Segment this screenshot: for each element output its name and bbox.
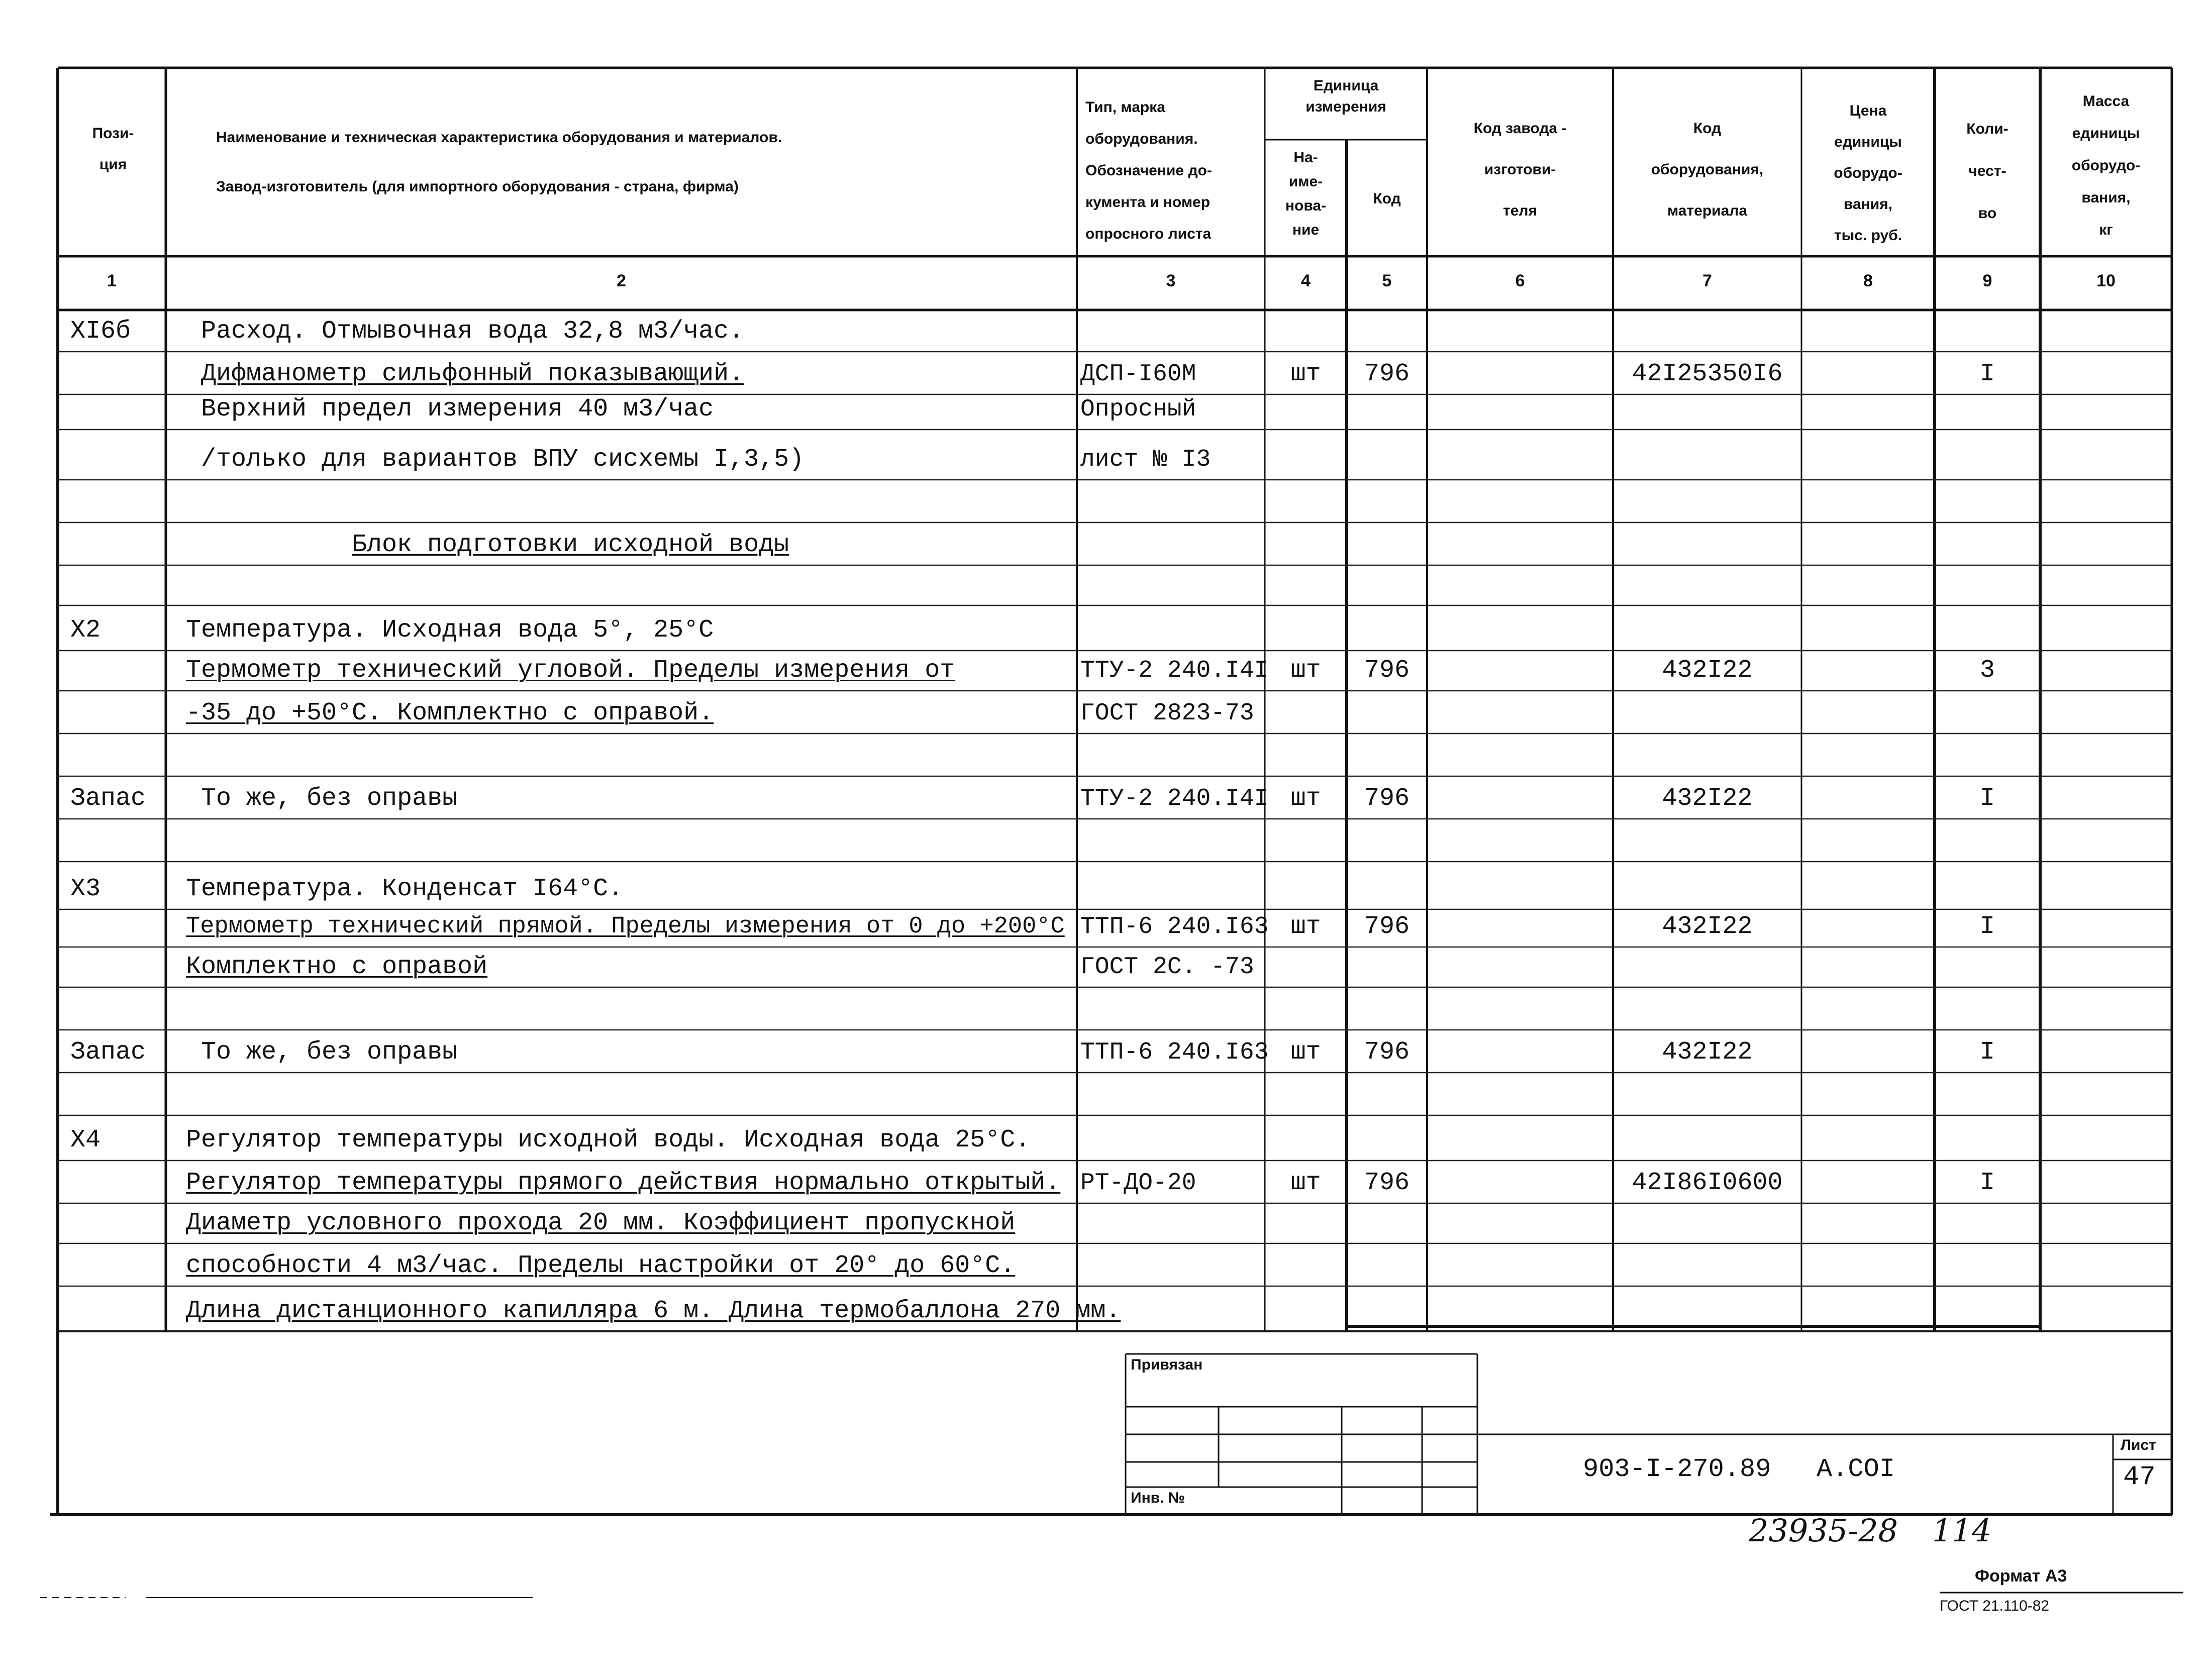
column-number: 10: [2096, 271, 2116, 290]
header-unit-group: [1265, 75, 1427, 118]
row-type: ТТУ-2 240.I4I: [1080, 785, 1269, 812]
header-text: материала: [1667, 202, 1748, 219]
header-text: вания,: [2081, 189, 2131, 206]
header-text: Тип, марка: [1085, 99, 1165, 116]
header-text: вания,: [1843, 196, 1893, 213]
row-type: ГОСТ 2823-73: [1080, 700, 1254, 727]
header-text: единицы: [2072, 125, 2140, 142]
header-text: име-: [1288, 173, 1323, 190]
handwritten-number: 23935-28: [1749, 1512, 1898, 1549]
column-number: 9: [1982, 271, 1992, 290]
column-number: 8: [1863, 271, 1873, 290]
row-type: ТТП-6 240.I63: [1080, 1039, 1269, 1066]
row-name: способности 4 м3/час. Пределы настройки от 20° до 60°С.: [186, 1251, 1016, 1280]
row-name: Верхний предел измерения 40 м3/час: [201, 395, 714, 424]
header-col-factory-code: [1427, 108, 1613, 232]
header-text: нова-: [1285, 197, 1327, 214]
header-text: ние: [1292, 222, 1320, 238]
header-text: оборудования,: [1651, 161, 1764, 178]
header-col-price: [1801, 95, 1935, 251]
row-qty: I: [1979, 912, 1995, 941]
row-name: -35 до +50°С. Комплектно с оправой.: [186, 699, 714, 727]
row-equip: 432I22: [1662, 1038, 1753, 1067]
header-text: Единица: [1313, 77, 1379, 94]
header-col-quantity: [1935, 108, 2040, 235]
row-pos: X4: [70, 1126, 101, 1154]
header-text: ция: [99, 156, 127, 173]
row-name: Расход. Отмывочная вода 32,8 м3/час.: [201, 317, 744, 346]
header-text: оборудования.: [1085, 131, 1198, 147]
row-name: Температура. Конденсат I64°С.: [186, 875, 624, 903]
row-name: Температура. Исходная вода 5°, 25°С: [186, 616, 714, 645]
header-text: Завод-изготовитель (для импортного оборудования - страна, фирма): [216, 178, 739, 195]
gost-label: ГОСТ 21.110-82: [1940, 1598, 2050, 1614]
row-unit: шт: [1290, 1038, 1321, 1067]
row-equip: 432I22: [1662, 784, 1753, 813]
row-qty: I: [1979, 784, 1995, 813]
header-text: На-: [1293, 149, 1318, 166]
row-pos: X3: [70, 875, 101, 903]
row-name: То же, без оправы: [201, 1038, 458, 1067]
row-name: Длина дистанционного капилляра 6 м. Длина термобаллона 270 мм.: [186, 1297, 1121, 1325]
header-text: Коли-: [1966, 121, 2008, 137]
header-text: кг: [2099, 222, 2113, 238]
header-text: кумента и номер: [1085, 194, 1211, 211]
row-qty: I: [1979, 1038, 1995, 1067]
header-text: измерения: [1305, 98, 1386, 115]
row-type: ГОСТ 2С. -73: [1080, 954, 1254, 981]
header-text: опросного листа: [1085, 226, 1212, 242]
document-suffix: А.COI: [1817, 1454, 1895, 1484]
header-text: тыс. руб.: [1834, 227, 1902, 244]
row-qty: 3: [1979, 656, 1995, 685]
header-text: теля: [1503, 202, 1537, 219]
header-text: Наименование и техническая характеристика оборудования и материалов.: [216, 129, 782, 146]
row-pos: Запас: [70, 784, 146, 813]
sheet-label: Лист: [2121, 1437, 2156, 1453]
row-code: 796: [1364, 784, 1410, 813]
row-unit: шт: [1290, 784, 1321, 813]
row-unit: шт: [1290, 360, 1321, 388]
column-number: 1: [107, 271, 117, 290]
column-number: 6: [1515, 271, 1525, 290]
row-name: Блок подготовки исходной воды: [352, 531, 789, 559]
row-type: РТ-ДО-20: [1080, 1170, 1196, 1197]
row-name: Комплектно с оправой: [186, 953, 488, 981]
header-col-unit-name: [1265, 146, 1347, 242]
format-label: Формат А3: [1975, 1566, 2067, 1586]
header-text: Масса: [2082, 93, 2130, 110]
row-name: /только для вариантов ВПУ сисхемы I,3,5): [201, 445, 805, 474]
header-text: единицы: [1834, 134, 1902, 150]
row-name: Термометр технический угловой. Пределы измерения от: [186, 656, 955, 685]
row-code: 796: [1364, 656, 1410, 685]
row-qty: I: [1979, 360, 1995, 388]
column-number: 3: [1166, 271, 1176, 290]
document-code: 903-I-270.89: [1583, 1454, 1771, 1484]
header-col-type: [1085, 91, 1212, 250]
header-text: оборудо-: [2071, 157, 2141, 174]
row-name: Диаметр условного прохода 20 мм. Коэффициент пропускной: [186, 1209, 1016, 1237]
row-unit: шт: [1290, 656, 1321, 685]
header-col-mass: [2040, 85, 2172, 246]
row-equip: 432I22: [1662, 912, 1753, 941]
row-code: 796: [1364, 912, 1410, 941]
row-pos: X2: [70, 616, 101, 645]
row-type: Опросный: [1080, 396, 1196, 423]
row-type: ДСП-I60М: [1080, 361, 1196, 388]
inventory-label: Инв. №: [1131, 1490, 1185, 1506]
column-number: 2: [617, 271, 626, 290]
row-qty: I: [1979, 1169, 1995, 1197]
header-text: изготови-: [1484, 161, 1556, 178]
header-text: чест-: [1968, 163, 2006, 179]
header-text: оборудо-: [1834, 165, 1902, 181]
header-text: Обозначение до-: [1085, 162, 1212, 179]
row-pos: Запас: [70, 1038, 146, 1067]
row-pos: XI6б: [70, 317, 131, 346]
sheet-number: 47: [2123, 1462, 2156, 1493]
header-text: Цена: [1849, 102, 1887, 119]
row-name: Регулятор температуры прямого действия нормально открытый.: [186, 1169, 1061, 1197]
row-code: 796: [1364, 1169, 1410, 1197]
header-col-equipment-code: [1613, 108, 1801, 232]
header-text: Пози-: [92, 125, 134, 142]
row-type: ТТУ-2 240.I4I: [1080, 657, 1269, 684]
bound-label: Привязан: [1131, 1356, 1203, 1373]
header-text: во: [1978, 205, 1997, 222]
handwritten-page: 114: [1932, 1512, 1992, 1549]
row-name: Дифманометр сильфонный показывающий.: [201, 360, 744, 388]
row-code: 796: [1364, 360, 1410, 388]
row-unit: шт: [1290, 1169, 1321, 1197]
row-equip: 42I25350I6: [1632, 360, 1783, 388]
row-name: Регулятор температуры исходной воды. Исходная вода 25°С.: [186, 1126, 1031, 1154]
header-col-unit-code: Код: [1373, 190, 1401, 207]
header-col-name: [216, 113, 782, 212]
row-equip: 432I22: [1662, 656, 1753, 685]
header-text: Код завода -: [1473, 120, 1567, 137]
row-code: 796: [1364, 1038, 1410, 1067]
row-name: То же, без оправы: [201, 784, 458, 813]
row-name: Термометр технический прямой. Пределы измерения от 0 до +200°С: [186, 913, 1065, 940]
row-type: лист № I3: [1080, 446, 1211, 473]
row-unit: шт: [1290, 912, 1321, 941]
column-number: 7: [1702, 271, 1712, 290]
row-type: ТТП-6 240.I63: [1080, 913, 1269, 940]
header-col-position: [65, 118, 161, 180]
column-number: 5: [1382, 271, 1392, 290]
column-number: 4: [1301, 271, 1311, 290]
header-text: Код: [1693, 120, 1722, 137]
row-equip: 42I86I0600: [1632, 1169, 1783, 1197]
